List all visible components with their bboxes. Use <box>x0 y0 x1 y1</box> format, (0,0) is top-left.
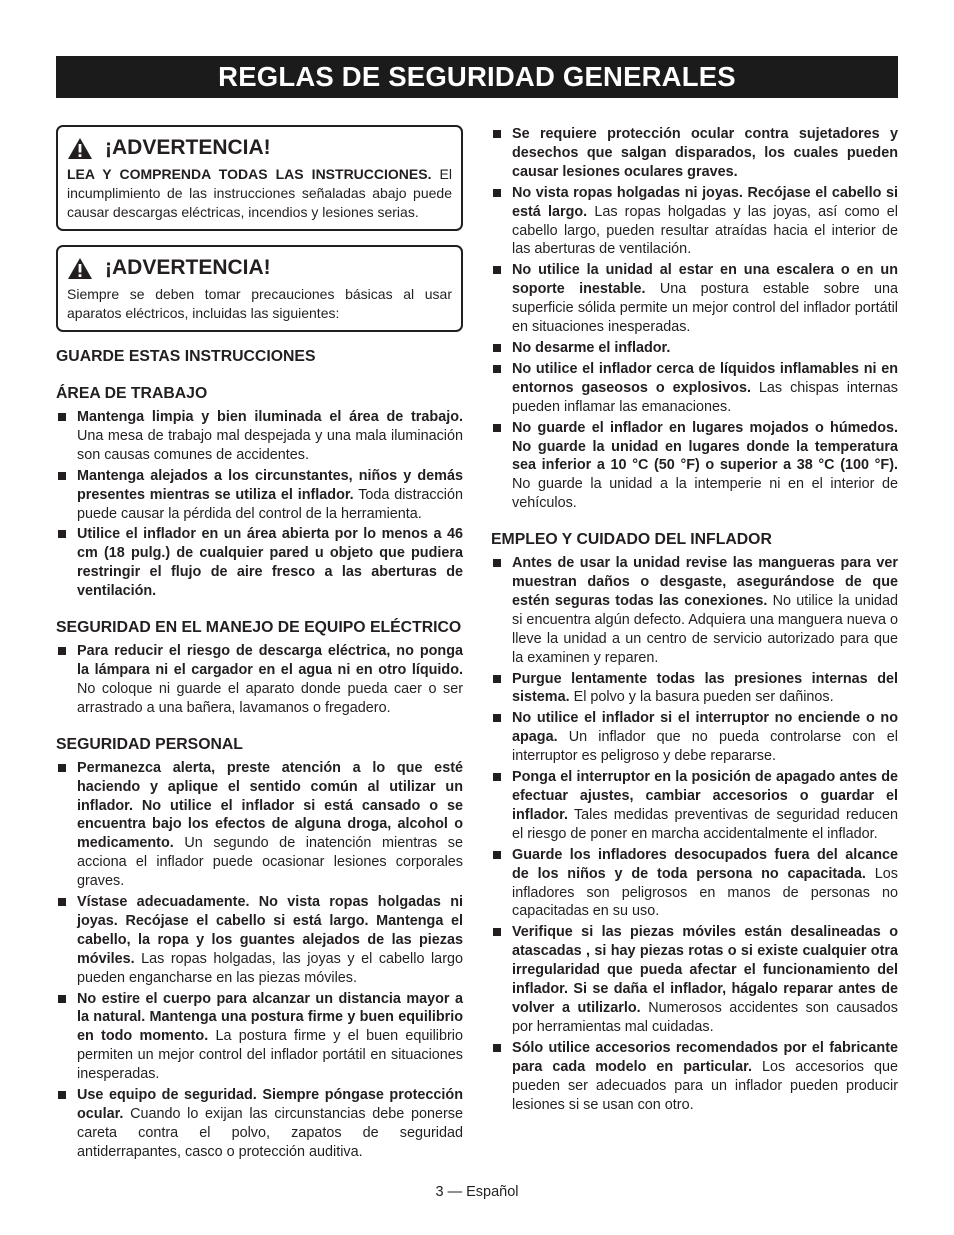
warning-text <box>67 165 452 222</box>
square-bullet-icon <box>493 424 501 432</box>
section <box>491 125 898 513</box>
item-text: Las chispas internas pueden inflamar las emanaciones. <box>512 379 898 415</box>
left-sections <box>56 346 463 1162</box>
list-item <box>491 846 898 922</box>
section <box>56 383 463 601</box>
list-item <box>56 525 463 601</box>
list-item <box>491 125 898 182</box>
item-text: Una mesa de trabajo mal despejada y una mala iluminación son causas comunes de accidentes. <box>77 427 463 463</box>
list-item <box>56 990 463 1085</box>
square-bullet-icon <box>58 472 66 480</box>
list-item <box>491 360 898 417</box>
square-bullet-icon <box>58 647 66 655</box>
item-text: Los infladores son peligrosos en manos de personas no capacitadas en su uso. <box>512 865 898 920</box>
item-bold-text: Utilice el inflador en un área abierta por lo menos a 46 cm (18 pulg.) de cualquier pared u objeto que pudiera restringir el flujo de aire fresco a las aberturas de ventilación. <box>77 526 463 600</box>
item-bold-text: No utilice el inflador cerca de líquidos inflamables ni en entornos gaseosos o explosivos. <box>512 360 898 396</box>
bullet-list <box>491 125 898 513</box>
list-item <box>491 670 898 708</box>
item-bold-text: Purgue lentamente todas las presiones internas del sistema. <box>512 670 898 706</box>
item-bold-text: No estire el cuerpo para alcanzar un distancia mayor a la natural. Mantenga una postura firme y buen equilibrio en todo momento. <box>77 990 463 1045</box>
warning-bold-text: LEA Y COMPRENDA TODAS LAS INSTRUCCIONES. <box>67 166 432 182</box>
warning-triangle-icon <box>67 257 93 280</box>
section-title: GUARDE ESTAS INSTRUCCIONES <box>56 348 316 365</box>
item-text: Las ropas holgadas, las joyas y el cabello largo pueden engancharse en las piezas móviles. <box>77 950 463 986</box>
item-bold-text: Ponga el interruptor en la posición de apagado antes de efectuar ajustes, cambiar accesorios o guardar el inflador. <box>512 769 898 823</box>
section-title: ÁREA DE TRABAJO <box>56 385 208 402</box>
page-footer <box>0 1183 954 1201</box>
item-bold-text: No utilice la unidad al estar en una escalera o en un soporte inestable. <box>512 262 898 298</box>
warning-body-text: El incumplimiento de las instrucciones señaladas abajo puede causar descargas eléctricas, incendios y lesiones serias. <box>67 166 452 220</box>
square-bullet-icon <box>58 898 66 906</box>
square-bullet-icon <box>493 1044 501 1052</box>
warning-title: ¡ADVERTENCIA! <box>105 136 271 159</box>
list-item <box>491 709 898 766</box>
list-item <box>56 893 463 988</box>
item-bold-text: No vista ropas holgadas ni joyas. Recójase el cabello si está largo. <box>512 184 898 220</box>
item-text: El polvo y la basura pueden ser dañinos. <box>569 689 834 706</box>
item-text: La postura firme y el buen equilibrio permiten un mejor control del inflador portátil en situaciones inesperadas. <box>77 1028 463 1083</box>
item-text: Un inflador que no pueda controlarse con el interruptor es peligroso y debe repararse. <box>512 729 898 765</box>
item-text: Numerosos accidentes son causados por herramientas mal cuidadas. <box>512 999 898 1035</box>
list-item <box>491 554 898 667</box>
list-item <box>491 923 898 1036</box>
list-item <box>56 467 463 524</box>
section <box>56 617 463 718</box>
warning-box-2 <box>56 245 463 332</box>
square-bullet-icon <box>493 675 501 683</box>
section <box>491 529 898 1114</box>
item-text: No guarde la unidad a la intemperie ni en el interior de vehículos. <box>512 476 898 512</box>
section <box>56 346 463 367</box>
item-text: Los accesorios que pueden ser adecuados para un inflador pueden producir lesiones si se usan con otro. <box>512 1058 899 1113</box>
item-bold-text: No utilice el inflador si el interruptor no enciende o no apaga. <box>512 710 898 746</box>
section <box>56 734 463 1162</box>
square-bullet-icon <box>493 189 501 197</box>
bullet-list <box>56 642 463 718</box>
warning-body-text: Siempre se deben tomar precauciones básicas al usar aparatos eléctricos, incluidas las siguientes: <box>67 286 452 321</box>
square-bullet-icon <box>58 1091 66 1099</box>
list-item <box>491 184 898 260</box>
item-bold-text: No desarme el inflador. <box>512 339 671 356</box>
square-bullet-icon <box>493 851 501 859</box>
bullet-list <box>56 408 463 601</box>
warning-header <box>67 256 452 280</box>
square-bullet-icon <box>493 773 501 781</box>
left-column <box>56 125 463 1164</box>
square-bullet-icon <box>493 928 501 936</box>
item-text: Una postura estable sobre una superficie sólida permite un mejor control del inflador portátil en situaciones inesperadas. <box>512 281 898 336</box>
item-bold-text: Se requiere protección ocular contra sujetadores y desechos que salgan disparados, los cuales pueden causar lesiones oculares graves. <box>512 126 898 180</box>
warning-title: ¡ADVERTENCIA! <box>105 256 271 279</box>
warning-header <box>67 136 452 160</box>
item-bold-text: Mantenga limpia y bien iluminada el área de trabajo. <box>77 409 463 425</box>
item-bold-text: Permanezca alerta, preste atención a lo que esté haciendo y aplique el sentido común al utilizar un inflador. No utilice el inflador si está cansado o se encuentra bajo los efectos de alguna droga, alcohol o medicamento. <box>77 759 463 852</box>
square-bullet-icon <box>58 995 66 1003</box>
item-bold-text: Antes de usar la unidad revise las mangueras para ver muestran daños o desgaste, asegurándose de que estén seguras todas las conexiones. <box>512 555 898 609</box>
square-bullet-icon <box>58 764 66 772</box>
square-bullet-icon <box>493 266 501 274</box>
item-bold-text: Para reducir el riesgo de descarga eléctrica, no ponga la lámpara ni el cargador en el agua ni en otro líquido. <box>77 643 463 678</box>
list-item <box>491 1039 898 1115</box>
page-title-banner <box>56 56 898 98</box>
item-text: Cuando lo exijan las circunstancias debe ponerse careta contra el polvo, zapatos de seguridad antiderrapantes, casco o protección auditiva. <box>77 1106 463 1160</box>
list-item <box>491 419 898 514</box>
right-column <box>491 125 898 1116</box>
list-item <box>56 1086 463 1162</box>
item-bold-text: No guarde el inflador en lugares mojados o húmedos. No guarde la unidad en lugares donde la temperatura sea inferior a 10 °C (50 °F) o superior a 38 °C (100 °F). <box>512 419 898 474</box>
warning-triangle-icon <box>67 137 93 160</box>
list-item <box>56 408 463 465</box>
item-bold-text: Guarde los infladores desocupados fuera del alcance de los niños y de toda persona no capacitada. <box>512 846 898 882</box>
item-text: Un segundo de inatención mientras se acciona el inflador puede ocasionar lesiones corporales graves. <box>77 835 463 890</box>
item-text: Tales medidas preventivas de seguridad reducen el riesgo de poner en marcha accidentalmente el inflador. <box>512 806 898 842</box>
item-text: Las ropas holgadas y las joyas, así como el cabello largo, pueden resultar atraídas hacia el interior de las aberturas de ventilación. <box>512 203 898 258</box>
item-bold-text: Use equipo de seguridad. Siempre póngase protección ocular. <box>77 1087 463 1122</box>
item-text: No coloque ni guarde el aparato donde pueda caer o ser arrastrado a una bañera, lavamanos o fregadero. <box>77 680 463 716</box>
list-item <box>56 759 463 891</box>
list-item <box>491 339 898 358</box>
square-bullet-icon <box>493 559 501 567</box>
section-title: SEGURIDAD PERSONAL <box>56 735 243 753</box>
item-bold-text: Vístase adecuadamente. No vista ropas holgadas ni joyas. Recójase el cabello si está largo. Mantenga el cabello, la ropa y los guantes alejados de las piezas móviles. <box>77 894 463 967</box>
item-text: Toda distracción puede causar la pérdida del control de la herramienta. <box>77 486 463 522</box>
section-title: SEGURIDAD EN EL MANEJO DE EQUIPO ELÉCTRICO <box>56 619 462 637</box>
square-bullet-icon <box>493 344 501 352</box>
square-bullet-icon <box>493 365 501 373</box>
item-text: No utilice la unidad si encuentra algún defecto. Adquiera una manguera nueva o lleve la unidad a un centro de servicio autorizado para que la examinen y reparen. <box>512 592 898 666</box>
right-sections <box>491 125 898 1114</box>
square-bullet-icon <box>493 130 501 138</box>
item-bold-text: Verifique si las piezas móviles están desalineadas o atascadas , si hay piezas rotas o si existe cualquier otra irregularidad que pueda afectar el funcionamiento del inflador. Si se daña el inflador, hágalo reparar antes de volver a utilizarlo. <box>512 924 898 1016</box>
page-number: 3 — Español <box>435 1184 519 1200</box>
item-bold-text: Sólo utilice accesorios recomendados por el fabricante para cada modelo en particular. <box>512 1039 898 1075</box>
list-item <box>491 768 898 844</box>
item-bold-text: Mantenga alejados a los circunstantes, niños y demás presentes mientras se utiliza el inflador. <box>77 467 463 503</box>
square-bullet-icon <box>58 530 66 538</box>
bullet-list <box>56 759 463 1162</box>
warning-box-1 <box>56 125 463 231</box>
list-item <box>56 642 463 718</box>
page-title: REGLAS DE SEGURIDAD GENERALES <box>218 61 736 92</box>
square-bullet-icon <box>58 413 66 421</box>
section-title: EMPLEO Y CUIDADO DEL INFLADOR <box>491 531 772 549</box>
bullet-list <box>491 554 898 1114</box>
list-item <box>491 261 898 337</box>
square-bullet-icon <box>493 714 501 722</box>
warning-text <box>67 285 452 323</box>
